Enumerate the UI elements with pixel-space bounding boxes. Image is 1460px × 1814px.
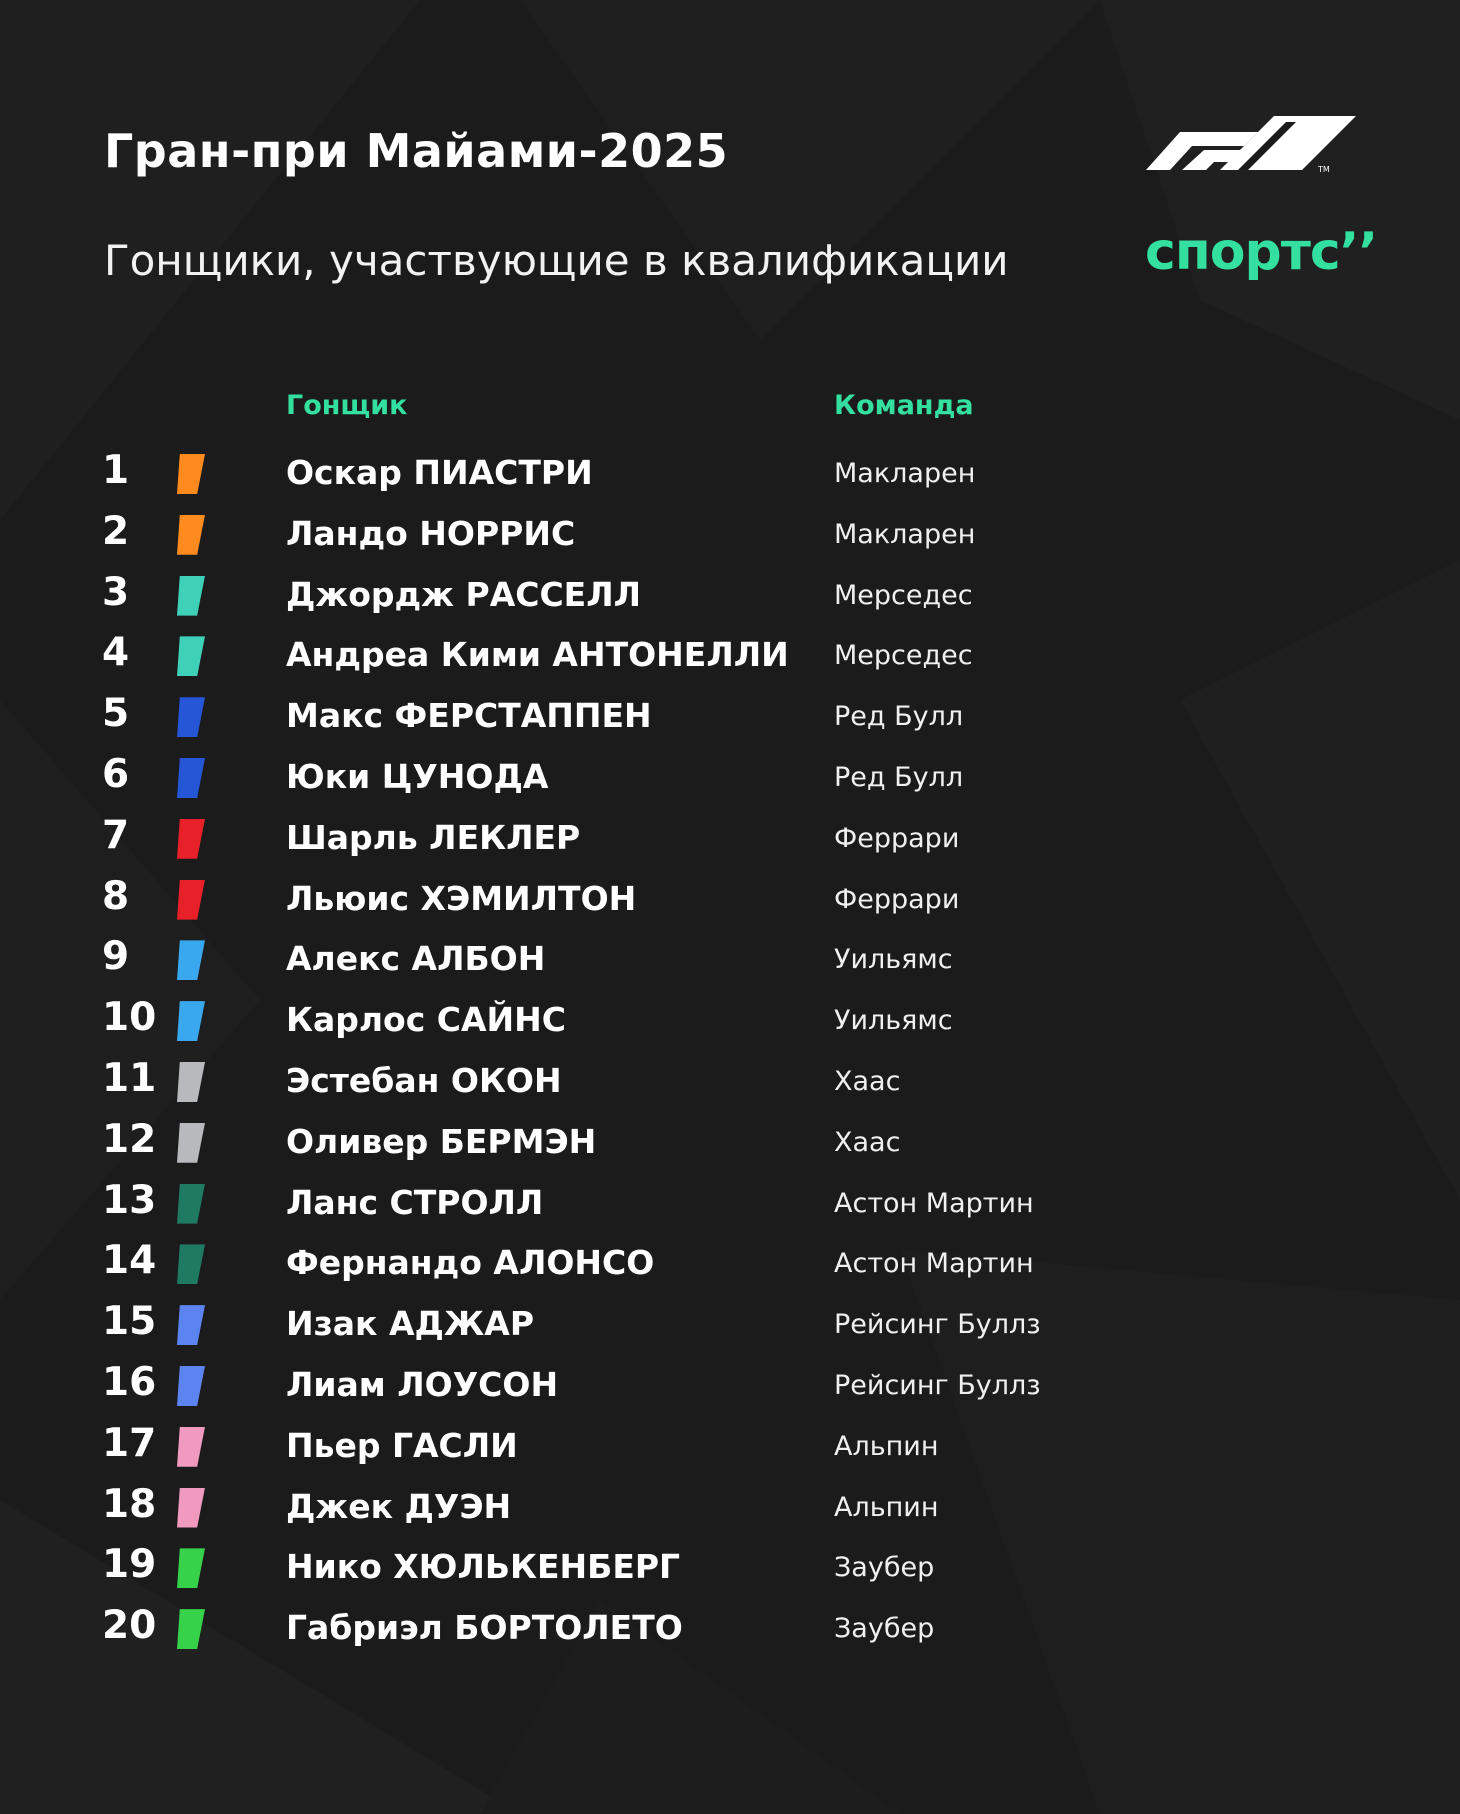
column-header-team: Команда xyxy=(834,390,974,421)
row-driver-name: Льюис ХЭМИЛТОН xyxy=(286,878,637,918)
row-team-name: Хаас xyxy=(834,1126,901,1158)
table-row xyxy=(0,622,1460,683)
table-row xyxy=(0,1291,1460,1352)
table-row xyxy=(0,1170,1460,1231)
team-color-marker xyxy=(177,1001,205,1041)
row-position: 8 xyxy=(102,873,130,919)
team-color-marker xyxy=(177,1062,205,1102)
table-row xyxy=(0,1534,1460,1595)
team-color-marker xyxy=(177,819,205,859)
table-row xyxy=(0,1474,1460,1535)
row-driver-name: Джек ДУЭН xyxy=(286,1486,512,1526)
team-color-marker xyxy=(177,636,205,676)
row-team-name: Астон Мартин xyxy=(834,1248,1034,1280)
team-color-marker xyxy=(177,758,205,798)
table-row xyxy=(0,987,1460,1048)
team-color-marker xyxy=(177,576,205,616)
row-team-name: Астон Мартин xyxy=(834,1187,1034,1219)
brand-logo: спортс’’ xyxy=(1145,222,1378,282)
row-team-name: Альпин xyxy=(834,1430,939,1462)
row-driver-name: Изак АДЖАР xyxy=(286,1304,534,1344)
row-team-name: Ред Булл xyxy=(834,761,964,793)
row-driver-name: Карлос САЙНС xyxy=(286,1000,566,1040)
column-header-driver: Гонщик xyxy=(286,390,408,421)
team-color-marker xyxy=(177,1609,205,1649)
table-row xyxy=(0,562,1460,623)
row-driver-name: Ландо НОРРИС xyxy=(286,513,576,553)
row-position: 4 xyxy=(102,630,130,676)
row-team-name: Макларен xyxy=(834,458,976,489)
row-driver-name: Алекс АЛБОН xyxy=(286,939,546,979)
team-color-marker xyxy=(177,1305,205,1345)
row-driver-name: Оскар ПИАСТРИ xyxy=(286,453,593,492)
team-color-marker xyxy=(177,515,205,555)
team-color-marker xyxy=(177,1244,205,1284)
team-color-marker xyxy=(177,697,205,737)
row-team-name: Рейсинг Буллз xyxy=(834,1369,1041,1401)
team-color-marker xyxy=(177,880,205,920)
row-position: 15 xyxy=(102,1299,157,1345)
row-position: 2 xyxy=(102,508,130,554)
row-driver-name: Эстебан ОКОН xyxy=(286,1060,562,1100)
row-driver-name: Макс ФЕРСТАППЕН xyxy=(286,696,652,736)
row-driver-name: Габриэл БОРТОЛЕТО xyxy=(286,1608,683,1648)
row-driver-name: Юки ЦУНОДА xyxy=(286,756,549,796)
team-color-marker xyxy=(177,1548,205,1588)
row-team-name: Ред Булл xyxy=(834,701,964,733)
page-subtitle: Гонщики, участвующие в квалификации xyxy=(104,236,1009,285)
table-row xyxy=(0,1109,1460,1170)
row-team-name: Макларен xyxy=(834,518,976,550)
table-row xyxy=(0,1048,1460,1109)
table-row xyxy=(0,1413,1460,1474)
row-team-name: Хаас xyxy=(834,1065,901,1097)
row-position: 13 xyxy=(102,1177,157,1223)
row-team-name: Уильямс xyxy=(834,1005,953,1037)
row-driver-name: Шарль ЛЕКЛЕР xyxy=(286,817,581,857)
row-driver-name: Нико ХЮЛЬКЕНБЕРГ xyxy=(286,1547,681,1587)
row-position: 3 xyxy=(102,569,130,615)
table-row xyxy=(0,1352,1460,1413)
row-position: 17 xyxy=(102,1420,157,1466)
table-row xyxy=(0,805,1460,866)
table-row xyxy=(0,1595,1460,1656)
team-color-marker xyxy=(177,1366,205,1406)
table-row xyxy=(0,440,1460,501)
row-team-name: Альпин xyxy=(834,1491,939,1523)
row-position: 16 xyxy=(102,1359,157,1405)
table-row xyxy=(0,1230,1460,1291)
row-position: 12 xyxy=(102,1116,157,1162)
table-row xyxy=(0,926,1460,987)
row-team-name: Рейсинг Буллз xyxy=(834,1309,1041,1341)
row-position: 9 xyxy=(102,934,130,980)
row-driver-name: Оливер БЕРМЭН xyxy=(286,1121,597,1161)
table-row xyxy=(0,866,1460,927)
row-position: 20 xyxy=(102,1603,157,1649)
f1-logo-icon xyxy=(1146,116,1356,176)
team-color-marker xyxy=(177,1427,205,1467)
row-driver-name: Ланс СТРОЛЛ xyxy=(286,1182,544,1222)
row-position: 6 xyxy=(102,751,130,797)
team-color-marker xyxy=(177,1184,205,1224)
row-driver-name: Фернандо АЛОНСО xyxy=(286,1243,655,1283)
svg-text:TM: TM xyxy=(1318,165,1330,174)
team-color-marker xyxy=(177,454,205,494)
row-position: 1 xyxy=(102,448,130,493)
row-driver-name: Пьер ГАСЛИ xyxy=(286,1425,518,1465)
row-team-name: Феррари xyxy=(834,883,960,915)
row-team-name: Уильямс xyxy=(834,944,953,976)
row-position: 18 xyxy=(102,1481,157,1527)
team-color-marker xyxy=(177,1123,205,1163)
row-driver-name: Андреа Кими АНТОНЕЛЛИ xyxy=(286,635,789,675)
row-team-name: Мерседес xyxy=(834,579,973,611)
row-position: 11 xyxy=(102,1055,157,1101)
table-row xyxy=(0,744,1460,805)
drivers-table xyxy=(0,440,1460,1656)
row-position: 14 xyxy=(102,1238,157,1284)
team-color-marker xyxy=(177,1488,205,1528)
row-team-name: Феррари xyxy=(834,822,960,854)
table-row xyxy=(0,683,1460,744)
row-team-name: Мерседес xyxy=(834,640,973,672)
row-position: 19 xyxy=(102,1542,157,1588)
team-color-marker xyxy=(177,940,205,980)
row-team-name: Заубер xyxy=(834,1552,935,1584)
row-position: 7 xyxy=(102,812,130,858)
row-position: 10 xyxy=(102,995,157,1041)
row-team-name: Заубер xyxy=(834,1613,935,1645)
row-driver-name: Джордж РАССЕЛЛ xyxy=(286,574,642,614)
page-title: Гран-при Майами-2025 xyxy=(104,124,729,178)
table-row xyxy=(0,501,1460,562)
row-position: 5 xyxy=(102,691,130,737)
row-driver-name: Лиам ЛОУСОН xyxy=(286,1364,559,1404)
